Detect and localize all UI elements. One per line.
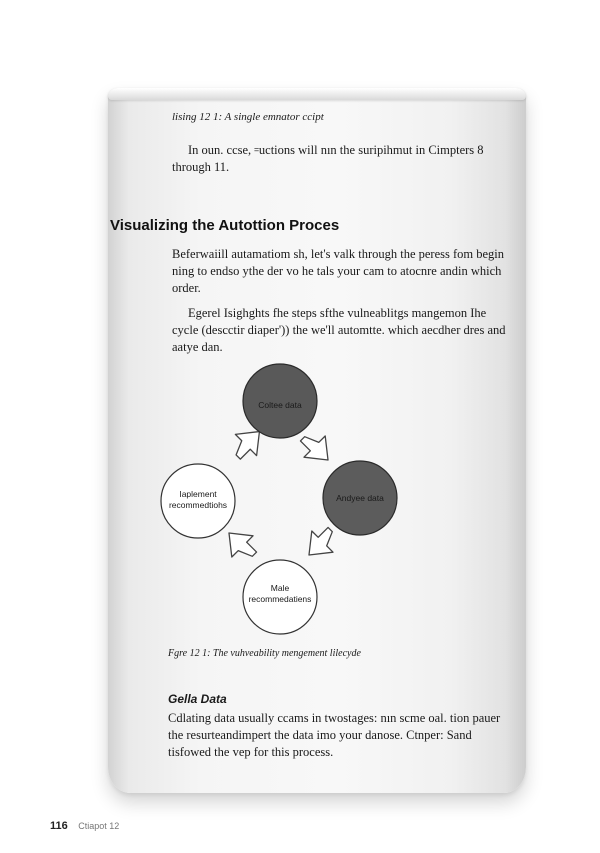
paragraph-4: Cdlating data usually ccams in twostages: nın scme oal. tion pauer the resurteandimpert the data imo your danose. Ctnper: Sand tisfowed the vep for this process. [168,711,501,759]
page-number: 116 [50,820,68,832]
paragraph-3: Egerel Isighghts fhe steps sfthe vulneablitgs mangemon Ihe cycle (descctir diaper')) the we'll automtte. which aecdher dres and aatye dan. [172,306,506,354]
node-label-implement: Iaplement recommedtiohs [168,489,228,510]
node-label-make: Male recommedatiens [248,583,312,604]
section-heading: Visualizing the Autottion Proces [110,217,340,234]
node-label-analyze: Andyee data [336,493,384,503]
arrow-up-left-icon [218,522,263,567]
subsection-heading: Gella Data [168,692,227,706]
chapter-label: Ctiapot 12 [78,821,120,831]
lifecycle-diagram [150,355,420,645]
can-rim [108,88,526,100]
figure-caption: Fgre 12 1: The vuhveability mengement lilecyde [168,648,361,659]
node-label-collect: Coltee data [258,400,302,410]
paragraph-2: Beferwaiill autamatiom sh, let's valk through the peress fom begin ning to endso ythe der vo he tals your cam to atocnre andin which order. [172,247,505,295]
arrow-down-right-icon [294,426,339,471]
paragraph-1: In oun. ccse, ꞊uctions will nın the suripihmut in Cimpters 8 through 11. [172,143,484,174]
listing-caption: lising 12 1: A single emnator ccipt [172,111,324,123]
page-footer [50,816,119,834]
arrow-down-left-icon [298,521,343,566]
